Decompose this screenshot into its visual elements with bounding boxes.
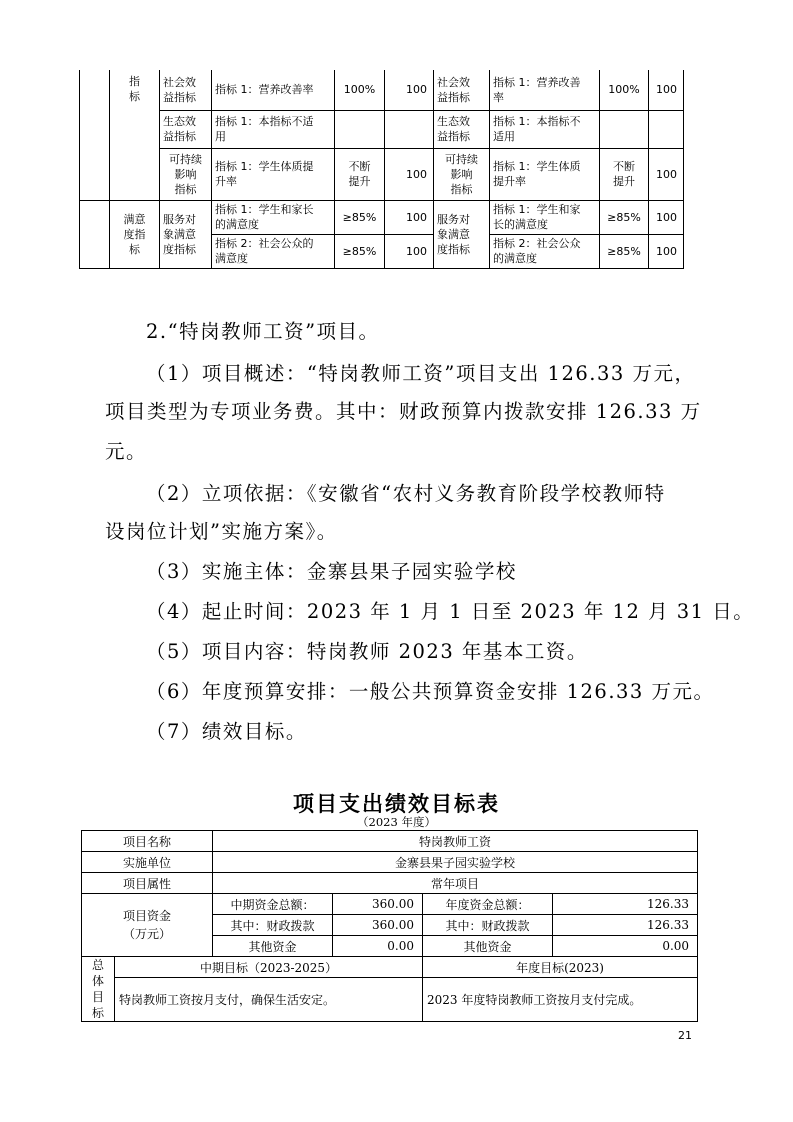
paragraph-line: （7）绩效目标。 — [146, 720, 307, 743]
indicator-cell: 指标 1：本指标不 适用 — [490, 110, 600, 148]
field-label: 实施单位 — [82, 852, 213, 873]
indicator-cell: 指标 1：学生和家 长的满意度 — [490, 200, 600, 234]
score-cell: 100 — [649, 234, 684, 268]
year-fin-label: 其中：财政拨款 — [423, 915, 553, 936]
blank-cell — [80, 200, 110, 268]
score-cell: 100 — [649, 148, 684, 200]
category-cell: 服务对 象满意 度指标 — [434, 200, 490, 268]
table-year: （2023 年度） — [357, 815, 436, 829]
indicator-cell: 指标 1：学生体质 提升率 — [490, 148, 600, 200]
value-cell: 100% — [600, 70, 649, 110]
category-cell: 服务对 象满意 度指标 — [160, 200, 212, 268]
mid-total-label: 中期资金总额： — [213, 894, 333, 915]
page-number: 21 — [678, 1029, 692, 1042]
value-cell: ≥85% — [335, 234, 385, 268]
paragraph-line: （3）实施主体：金寨县果子园实验学校 — [146, 560, 517, 583]
year-other-label: 其他资金 — [423, 936, 553, 957]
year-fin-value: 126.33 — [553, 915, 698, 936]
score-cell — [649, 110, 684, 148]
mid-goal-header: 中期目标（2023-2025） — [115, 957, 423, 978]
blank-cell — [80, 70, 110, 200]
year-goal-header: 年度目标(2023) — [423, 957, 698, 978]
paragraph-line: （1）项目概述：“特岗教师工资”项目支出 126.33 万元， — [146, 362, 696, 385]
field-value: 常年项目 — [213, 873, 698, 894]
score-cell: 100 — [385, 200, 434, 234]
category-cell: 生态效 益指标 — [160, 110, 212, 148]
field-value: 金寨县果子园实验学校 — [213, 852, 698, 873]
year-goal-text: 2023 年度特岗教师工资按月支付完成。 — [423, 978, 698, 1022]
year-other-value: 0.00 — [553, 936, 698, 957]
indicator-cell: 指标 2：社会公众的 满意度 — [212, 234, 335, 268]
category-cell: 社会效 益指标 — [160, 70, 212, 110]
table-title: 项目支出绩效目标表 — [293, 792, 500, 816]
indicator-cell: 指标 1：学生和家长 的满意度 — [212, 200, 335, 234]
indicator-cell: 指标 1：本指标不适 用 — [212, 110, 335, 148]
indicator-cell: 指标 1：学生体质提 升率 — [212, 148, 335, 200]
value-cell: 100% — [335, 70, 385, 110]
mid-fin-label: 其中：财政拨款 — [213, 915, 333, 936]
paragraph-line: （6）年度预算安排：一般公共预算资金安排 126.33 万元。 — [146, 680, 715, 703]
value-cell: ≥85% — [600, 234, 649, 268]
performance-goal-table — [81, 830, 698, 1022]
group-label-effect: 指 标 — [110, 70, 160, 200]
value-cell: ≥85% — [600, 200, 649, 234]
funds-label: 项目资金 （万元） — [82, 894, 213, 957]
goal-label: 总 体 目 标 — [82, 957, 115, 1022]
value-cell: 不断 提升 — [600, 148, 649, 200]
indicator-cell: 指标 2：社会公众 的满意度 — [490, 234, 600, 268]
mid-other-label: 其他资金 — [213, 936, 333, 957]
paragraph-line: 设岗位计划”实施方案》。 — [105, 520, 338, 543]
mid-fin-value: 360.00 — [333, 915, 423, 936]
paragraph-line: 项目类型为专项业务费。其中：财政预算内拨款安排 126.33 万 — [105, 400, 702, 423]
year-total-value: 126.33 — [553, 894, 698, 915]
paragraph-line: 元。 — [105, 440, 148, 463]
section-heading: 2.“特岗教师工资”项目。 — [146, 320, 380, 343]
mid-total-value: 360.00 — [333, 894, 423, 915]
category-cell: 生态效 益指标 — [434, 110, 490, 148]
score-cell — [385, 110, 434, 148]
category-cell: 社会效 益指标 — [434, 70, 490, 110]
score-cell: 100 — [649, 70, 684, 110]
score-cell: 100 — [385, 148, 434, 200]
value-cell: 不断 提升 — [335, 148, 385, 200]
value-cell — [600, 110, 649, 148]
indicator-cell: 指标 1：营养改善 率 — [490, 70, 600, 110]
score-cell: 100 — [385, 234, 434, 268]
value-cell: ≥85% — [335, 200, 385, 234]
category-cell: 可持续 影响 指标 — [160, 148, 212, 200]
year-total-label: 年度资金总额： — [423, 894, 553, 915]
value-cell — [335, 110, 385, 148]
category-cell: 可持续 影响 指标 — [434, 148, 490, 200]
score-cell: 100 — [385, 70, 434, 110]
paragraph-line: （5）项目内容：特岗教师 2023 年基本工资。 — [146, 640, 588, 663]
field-value: 特岗教师工资 — [213, 831, 698, 852]
group-label-satisfaction: 满意 度指 标 — [110, 200, 160, 268]
field-label: 项目属性 — [82, 873, 213, 894]
mid-goal-text: 特岗教师工资按月支付，确保生活安定。 — [115, 978, 423, 1022]
mid-other-value: 0.00 — [333, 936, 423, 957]
paragraph-line: （4）起止时间：2023 年 1 月 1 日至 2023 年 12 月 31 日。 — [146, 600, 755, 623]
field-label: 项目名称 — [82, 831, 213, 852]
indicator-table — [79, 70, 684, 269]
score-cell: 100 — [649, 200, 684, 234]
indicator-cell: 指标 1：营养改善率 — [212, 70, 335, 110]
paragraph-line: （2）立项依据：《安徽省“农村义务教育阶段学校教师特 — [146, 482, 666, 505]
